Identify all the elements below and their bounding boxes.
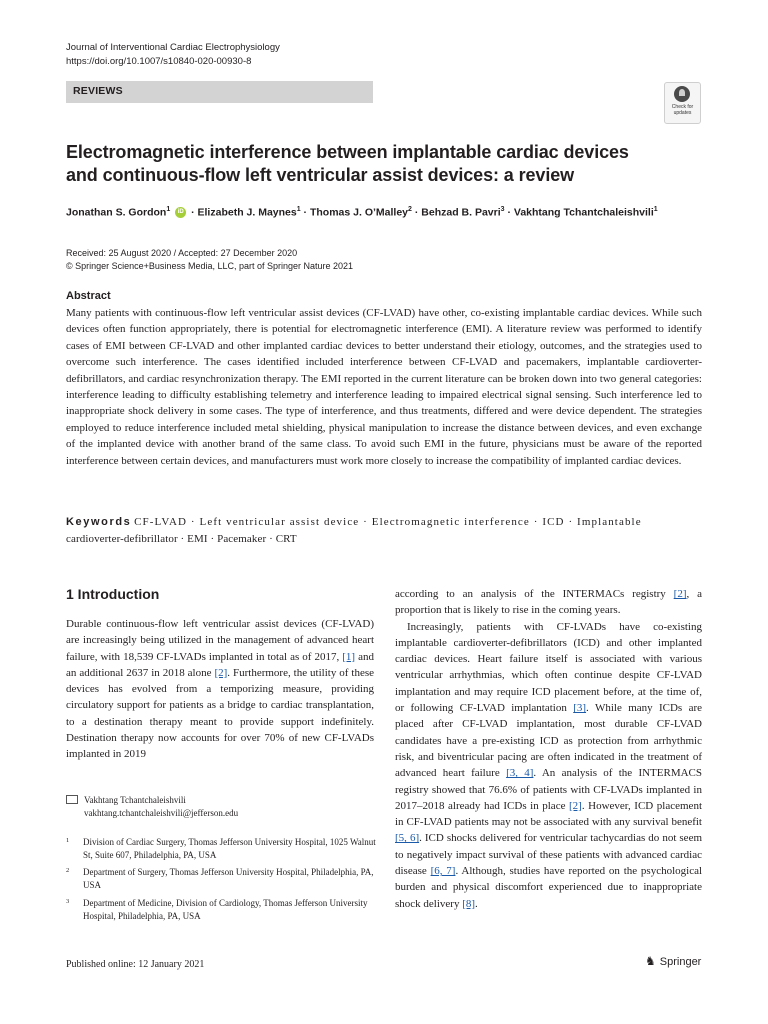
author-aff: 1	[296, 206, 301, 213]
author-aff: 2	[408, 206, 412, 213]
author-aff: 1	[653, 206, 658, 213]
author-aff: 1	[166, 206, 171, 213]
text-run: . Although, studies have reported on the psychological burden and physical discomfort experienced due to inappropriate shock delivery	[395, 865, 703, 910]
correspondence	[66, 794, 238, 820]
citation-link[interactable]: [8]	[462, 897, 476, 910]
journal-header	[66, 41, 280, 69]
author-aff: 3	[500, 206, 505, 213]
author-name[interactable]: Elizabeth J. Maynes	[197, 206, 297, 219]
author-list: Jonathan S. Gordon$^1$ iD · Elizabeth J. Maynes$^1$ · Thomas J. O’Malley$^2$ · Behzad B. Pavri$^3$ · Vakhtang Tchantchaleishvili$^1$	[66, 206, 658, 219]
author-name[interactable]: Thomas J. O’Malley	[309, 206, 409, 219]
text-run: . While many ICDs are placed after CF-LVAD implantation, most durable CF-LVAD candidates have a pre-existing ICD as protection from arrhythmic risk, and biventricular pacing are often indicated in the treatment of advanced heart failure	[395, 702, 702, 780]
abstract-heading: Abstract	[66, 290, 111, 302]
corresponding-email[interactable]: vakhtang.tchantchaleishvili@jefferson.edu	[84, 808, 239, 818]
published-date: Published online: 12 January 2021	[66, 959, 205, 970]
corresponding-author: Vakhtang Tchantchaleishvili	[84, 795, 186, 805]
keywords	[66, 514, 702, 548]
section-label: REVIEWS	[73, 85, 123, 97]
article-dates	[66, 247, 353, 273]
author-name[interactable]: Behzad B. Pavri	[421, 206, 501, 219]
intro-column-2	[395, 586, 702, 912]
orcid-icon[interactable]: iD	[175, 207, 186, 218]
text-run: Durable continuous-flow left ventricular assist devices (CF-LVAD) are increasingly being utilized in the management of advanced heart failure, with 18,539 CF-LVADs implanted in total as of 2017,	[66, 618, 374, 663]
check-for-updates-badge[interactable]	[664, 82, 701, 124]
affiliation-text: Division of Cardiac Surgery, Thomas Jefferson University Hospital, 1025 Walnut St, Suite 607, Philadelphia, PA, USA	[83, 837, 376, 860]
intro-paragraph-1	[66, 616, 374, 763]
citation-link[interactable]: [2]	[214, 666, 228, 679]
affiliation-number: 1	[66, 837, 70, 844]
title-line-1: Electromagnetic interference between implantable cardiac devices	[66, 142, 629, 162]
title-line-2: and continuous-flow left ventricular assist devices: a review	[66, 165, 575, 185]
journal-name: Journal of Interventional Cardiac Electrophysiology	[66, 42, 280, 53]
citation-link[interactable]: [2]	[569, 799, 582, 812]
badge-text: Check for updates	[671, 104, 694, 116]
publisher-name: Springer	[659, 956, 702, 968]
keywords-line-1: CF-LVAD · Left ventricular assist device · Electromagnetic interference · ICD · Implantable	[134, 516, 642, 528]
keywords-label: Keywords	[66, 516, 132, 528]
doi-link[interactable]: https://doi.org/10.1007/s10840-020-00930-8	[66, 56, 252, 67]
author-name[interactable]: Jonathan S. Gordon	[66, 206, 167, 219]
text-run: . ICD shocks delivered for ventricular tachycardias do not seem to negatively impact survival of these patients with advanced cardiac disease	[395, 832, 703, 878]
affiliation-text: Department of Surgery, Thomas Jefferson University Hospital, Philadelphia, PA, USA	[83, 867, 374, 890]
intro-paragraph-2	[395, 619, 702, 912]
text-run: . Furthermore, the utility of these devices has evolved from a temporizing measure, providing circulatory support for patients as a bridge to cardiac transplantation, to a destination therapy meant to provide support indefinitely. Destination therapy now accounts for over 70% of new CF-LVADs implanted in 2019	[66, 666, 375, 761]
intro-paragraph-continued	[395, 586, 702, 619]
received-accepted: Received: 25 August 2020 / Accepted: 27 December 2020	[66, 248, 298, 258]
text-run: . An analysis of the INTERMACS registry showed that 76.6% of patients with CF-LVADs implanted in 2017–2018 already had ICDs in place	[395, 767, 702, 812]
citation-link[interactable]: [2]	[673, 588, 687, 600]
springer-horse-icon: ♞	[645, 954, 656, 968]
citation-link[interactable]: [1]	[342, 650, 356, 663]
author-name[interactable]: Vakhtang Tchantchaleishvili	[513, 206, 654, 219]
section-bar	[66, 81, 373, 103]
text-run: . However, ICD placement in CF-LVAD patients may not be associated with any survival benefit	[395, 799, 702, 829]
affiliation-number: 2	[66, 867, 70, 874]
citation-link[interactable]: [3]	[573, 702, 587, 715]
citation-link[interactable]: [6, 7]	[430, 865, 456, 878]
text-run: according to an analysis of the INTERMACs registry	[395, 588, 674, 600]
section-heading-introduction: 1 Introduction	[66, 586, 160, 602]
abstract-text: Many patients with continuous-flow left ventricular assist devices (CF-LVAD) have other, co-existing implantable cardiac devices. While such devices often function appropriately, there is potential for electromagnetic interference (EMI). A literature review was performed to identify cases of EMI between CF-LVAD and other implanted cardiac devices to better understand their etiology, outcomes, and the strategies used to overcome such interference. The cases identified included interference between CF-LVAD and pacemakers, implantable cardioverter-defibrillators, and cardiac resynchronization therapy. The EMI reported in the current literature can be broken down into two general categories: interference leading to difficulty establishing telemetry and interference leading to impaired electrical signal sensing. Such interference led to inappropriate shock delivery in some cases. The type of interference, and thus treatments, differed and were device dependent. The strategies employed to reduce interference included metal shielding, physical manipulation to increase the distance between devices, and even exchange of the implanted device with another brand of the same class. To avoid such EMI in the future, physicians must be aware of the reported interference between certain devices, and manufacturers must work more closely to increase the compatibility of implanted cardiac devices.	[66, 307, 702, 467]
text-run: .	[475, 897, 478, 910]
text-run: Increasingly, patients with CF-LVADs have co-existing implantable cardioverter-defibrillators (ICD) and other implanted cardiac devices. Heart failure itself is associated with various ventricular arrhythmias, which often continue despite CF-LVAD implantation and may require ICD placement before, at the time of, or following CF-LVAD implantation	[395, 620, 702, 715]
citation-link[interactable]: [3, 4]	[506, 767, 534, 780]
keywords-line-2: cardioverter-defibrillator · EMI · Pacemaker · CRT	[66, 533, 297, 545]
text-run: , a proportion that is likely to rise in the coming years.	[395, 588, 703, 617]
article-title	[66, 141, 686, 187]
affiliation-number: 3	[66, 898, 70, 905]
affiliation-text: Department of Medicine, Division of Cardiology, Thomas Jefferson University Hospital, Philadelphia, PA, USA	[83, 898, 368, 921]
citation-link[interactable]: [5, 6]	[395, 832, 420, 845]
publisher-logo	[645, 954, 701, 968]
copyright: © Springer Science+Business Media, LLC, part of Springer Nature 2021	[66, 261, 354, 271]
envelope-icon	[66, 795, 78, 804]
check-updates-icon	[674, 86, 690, 102]
text-run: and an additional 2637 in 2018 alone	[66, 650, 375, 679]
